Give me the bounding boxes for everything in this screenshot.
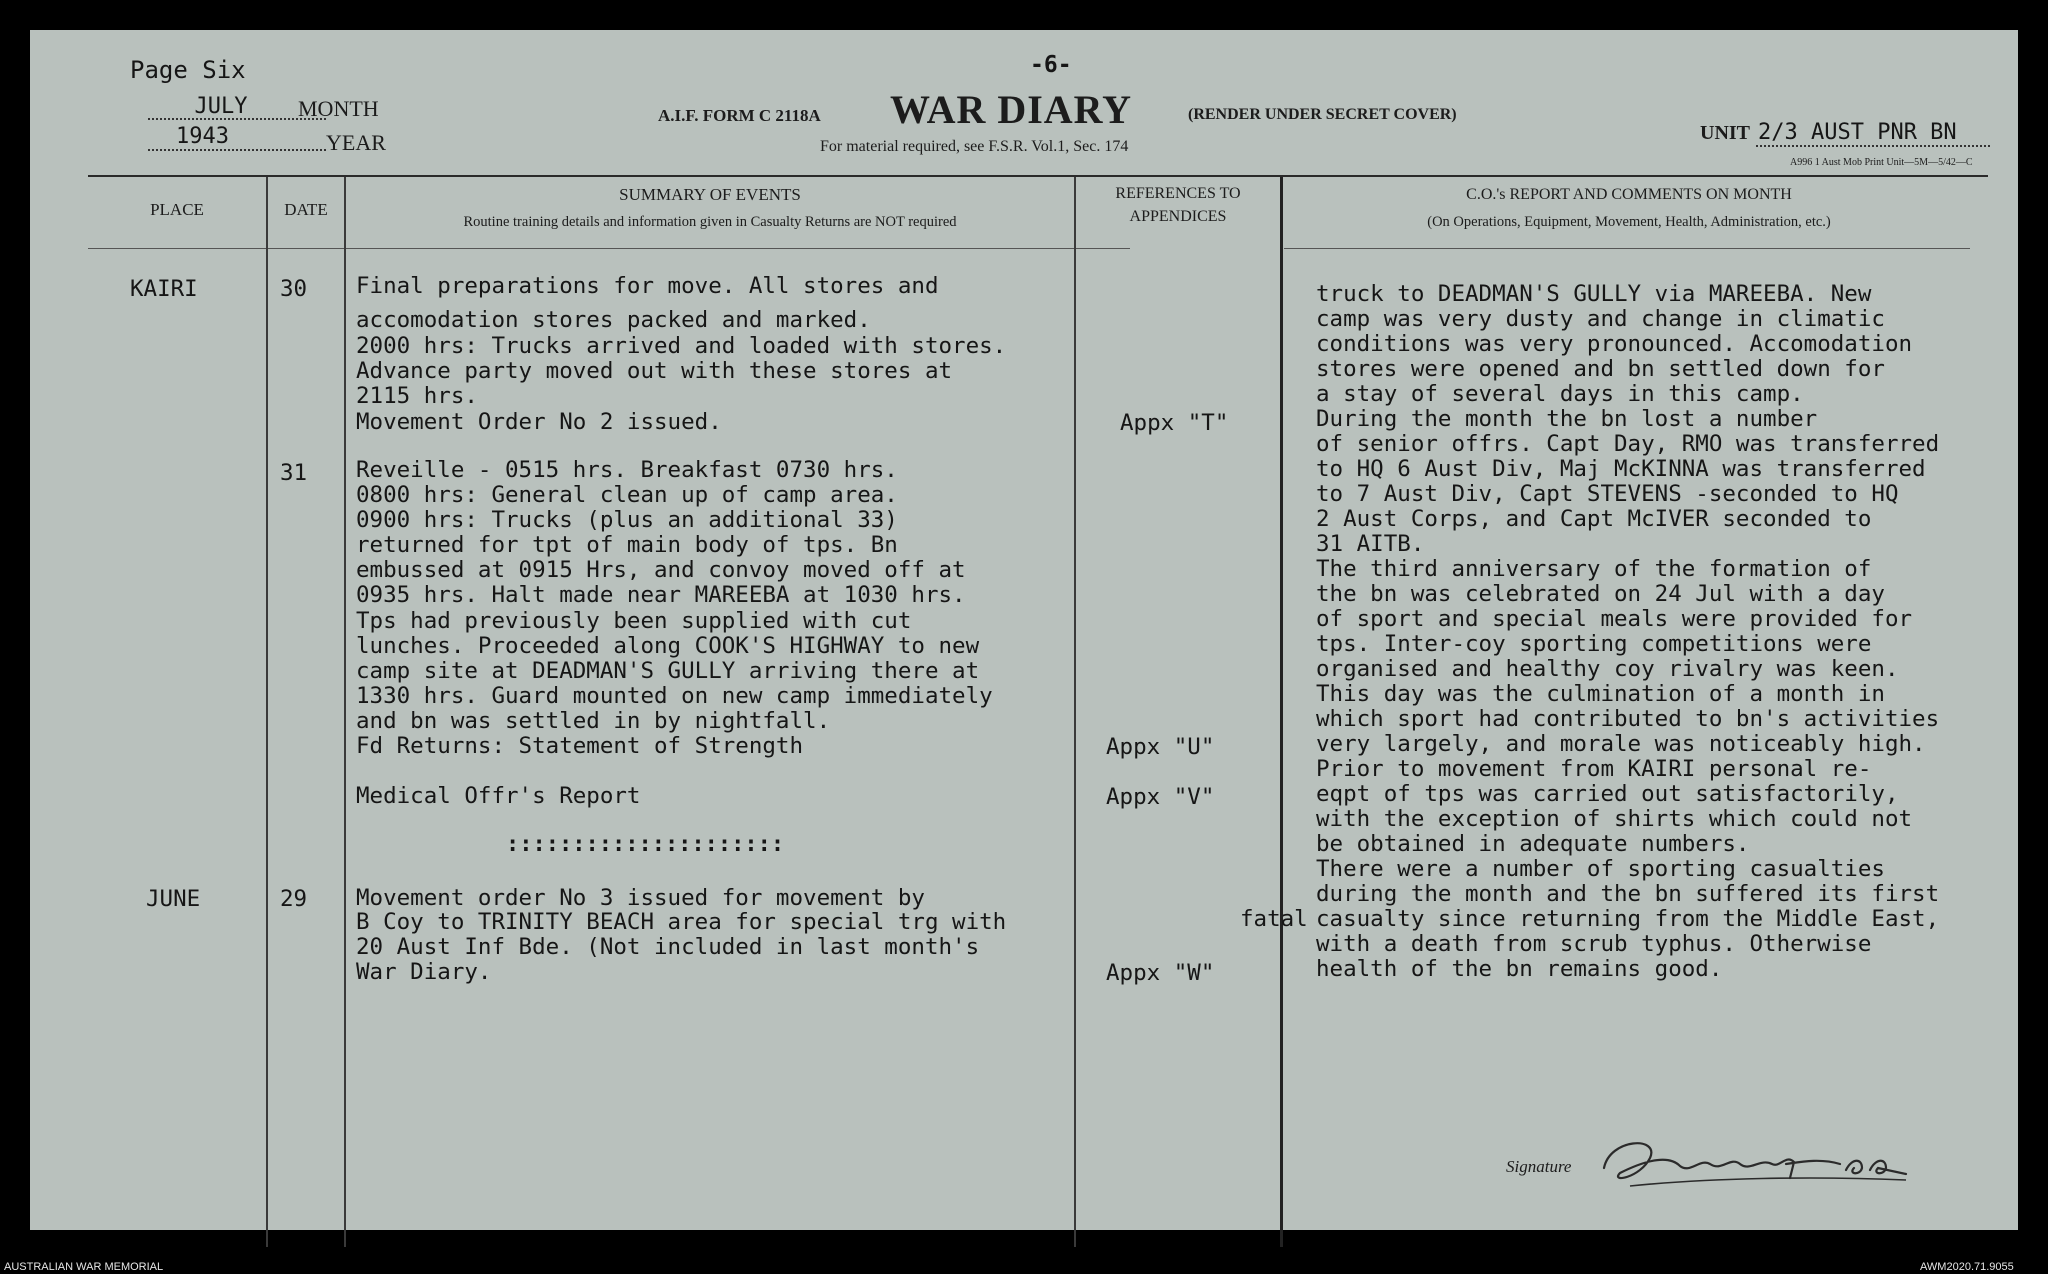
unit-label: UNIT <box>1700 122 1751 144</box>
co-report-line: to 7 Aust Div, Capt STEVENS -seconded to HQ <box>1316 481 1899 507</box>
co-report-line: There were a number of sporting casualties <box>1316 856 1885 882</box>
co-report-line: during the month and the bn suffered its first <box>1316 881 1940 907</box>
co-report-line: health of the bn remains good. <box>1316 956 1723 982</box>
summary-line: 0935 hrs. Halt made near MAREEBA at 1030 hrs. <box>356 582 966 608</box>
month-label: MONTH <box>298 96 379 121</box>
summary-line: Reveille - 0515 hrs. Breakfast 0730 hrs. <box>356 457 898 483</box>
print-note: A996 1 Aust Mob Print Unit—5M—5/42—C <box>1790 157 1973 168</box>
page-number: -6- <box>1030 52 1072 78</box>
signature-mark <box>1590 1128 1920 1198</box>
co-report-line: with the exception of shirts which could not <box>1316 806 1913 832</box>
entry-place: KAIRI <box>130 276 198 302</box>
diary-page <box>30 30 2018 1230</box>
place-date-divider <box>266 177 268 1247</box>
column-header-place: PLACE <box>150 200 204 219</box>
co-report-line: casualty since returning from the Middle East, <box>1316 906 1940 932</box>
co-report-line: which sport had contributed to bn's activities <box>1316 706 1940 732</box>
appendix-reference: Appx "V" <box>1106 784 1215 810</box>
footer-left: AUSTRALIAN WAR MEMORIAL <box>4 1261 164 1273</box>
month-value: JULY <box>194 94 248 119</box>
co-report-line: very largely, and morale was noticeably high. <box>1316 731 1926 757</box>
co-report-line: truck to DEADMAN'S GULLY via MAREEBA. New <box>1316 281 1872 307</box>
co-report-line: of sport and special meals were provided for <box>1316 606 1913 632</box>
co-report-line: The third anniversary of the formation of <box>1316 556 1872 582</box>
summary-line: Medical Offr's Report <box>356 783 641 809</box>
column-subheader-summary: Routine training details and information given in Casualty Returns are NOT required <box>463 214 957 230</box>
material-note: For material required, see F.S.R. Vol.1, Sec. 174 <box>820 138 1129 155</box>
column-subheader-co-report: (On Operations, Equipment, Movement, Health, Administration, etc.) <box>1427 214 1831 230</box>
co-report-line: the bn was celebrated on 24 Jul with a day <box>1316 581 1885 607</box>
year-dotted-line <box>148 149 326 151</box>
unit-value: 2/3 AUST PNR BN <box>1758 120 1957 145</box>
summary-line: embussed at 0915 Hrs, and convoy moved off at <box>356 557 966 583</box>
co-report-line: of senior offrs. Capt Day, RMO was transferred <box>1316 431 1940 457</box>
date-summary-divider <box>344 177 346 1247</box>
co-report-line: with a death from scrub typhus. Otherwise <box>1316 931 1872 957</box>
year-value: 1943 <box>176 124 229 149</box>
entry-date: 29 <box>280 886 308 912</box>
unit-dotted-line <box>1756 145 1990 147</box>
co-report-margin-word: fatal <box>1240 906 1308 932</box>
co-report-line: 31 AITB. <box>1316 531 1425 557</box>
refs-report-divider <box>1280 177 1283 1247</box>
summary-line: accomodation stores packed and marked. <box>356 307 871 333</box>
footer-right: AWM2020.71.9055 <box>1920 1261 2014 1273</box>
page-label: Page Six <box>130 56 246 84</box>
co-report-line: During the month the bn lost a number <box>1316 406 1818 432</box>
summary-line: and bn was settled in by nightfall. <box>356 708 831 734</box>
co-report-line: 2 Aust Corps, and Capt McIVER seconded to <box>1316 506 1872 532</box>
summary-line: lunches. Proceeded along COOK'S HIGHWAY to new <box>356 633 980 659</box>
co-report-line: a stay of several days in this camp. <box>1316 381 1804 407</box>
appendix-reference: Appx "W" <box>1106 960 1215 986</box>
summary-line: 2115 hrs. <box>356 383 478 409</box>
signature-label: Signature <box>1506 1157 1572 1176</box>
summary-line: Advance party moved out with these stores at <box>356 358 953 384</box>
summary-line: Movement Order No 2 issued. <box>356 409 722 435</box>
co-report-line: to HQ 6 Aust Div, Maj McKINNA was transferred <box>1316 456 1926 482</box>
cover-note: (RENDER UNDER SECRET COVER) <box>1188 106 1457 123</box>
co-report-line: tps. Inter-coy sporting competitions were <box>1316 631 1872 657</box>
summary-line: Fd Returns: Statement of Strength <box>356 733 804 759</box>
column-header-summary: SUMMARY OF EVENTS <box>619 185 801 204</box>
summary-line: 1330 hrs. Guard mounted on new camp immediately <box>356 683 993 709</box>
entry-date: 31 <box>280 460 308 486</box>
co-report-line: eqpt of tps was carried out satisfactorily, <box>1316 781 1899 807</box>
summary-line: Final preparations for move. All stores and <box>356 273 939 299</box>
appendix-reference: Appx "U" <box>1106 734 1215 760</box>
summary-refs-divider <box>1074 177 1076 1247</box>
column-header-refs-line1: REFERENCES TO <box>1115 185 1241 202</box>
column-header-date: DATE <box>284 200 328 219</box>
co-report-line: Prior to movement from KAIRI personal re- <box>1316 756 1872 782</box>
co-report-line: organised and healthy coy rivalry was keen. <box>1316 656 1899 682</box>
summary-line: 20 Aust Inf Bde. (Not included in last month's <box>356 934 980 960</box>
summary-line: B Coy to TRINITY BEACH area for special trg with <box>356 909 1007 935</box>
summary-line: camp site at DEADMAN'S GULLY arriving there at <box>356 658 980 684</box>
document-title: WAR DIARY <box>890 87 1133 132</box>
year-label: YEAR <box>326 130 386 155</box>
co-report-line: stores were opened and bn settled down for <box>1316 356 1885 382</box>
header-bottom-rule-left <box>88 248 1130 249</box>
co-report-line: conditions was very pronounced. Accomodation <box>1316 331 1913 357</box>
entry-separator: ::::::::::::::::::::: <box>506 832 785 857</box>
summary-line: War Diary. <box>356 959 492 985</box>
appendix-reference: Appx "T" <box>1120 410 1229 436</box>
table-top-rule <box>88 175 1988 177</box>
form-number: A.I.F. FORM C 2118A <box>658 106 821 125</box>
entry-place: JUNE <box>146 886 201 912</box>
summary-line: Tps had previously been supplied with cut <box>356 608 912 634</box>
summary-line: returned for tpt of main body of tps. Bn <box>356 532 898 558</box>
co-report-line: camp was very dusty and change in climatic <box>1316 306 1885 332</box>
summary-line: 0900 hrs: Trucks (plus an additional 33) <box>356 507 898 533</box>
entry-date: 30 <box>280 276 308 302</box>
co-report-line: be obtained in adequate numbers. <box>1316 831 1750 857</box>
column-header-refs-line2: APPENDICES <box>1129 208 1227 225</box>
column-header-co-report: C.O.'s REPORT AND COMMENTS ON MONTH <box>1466 186 1792 203</box>
summary-line: 2000 hrs: Trucks arrived and loaded with stores. <box>356 333 1007 359</box>
summary-line: 0800 hrs: General clean up of camp area. <box>356 482 898 508</box>
co-report-line: This day was the culmination of a month in <box>1316 681 1885 707</box>
summary-line: Movement order No 3 issued for movement by <box>356 885 925 911</box>
header-bottom-rule-right <box>1284 248 1970 249</box>
